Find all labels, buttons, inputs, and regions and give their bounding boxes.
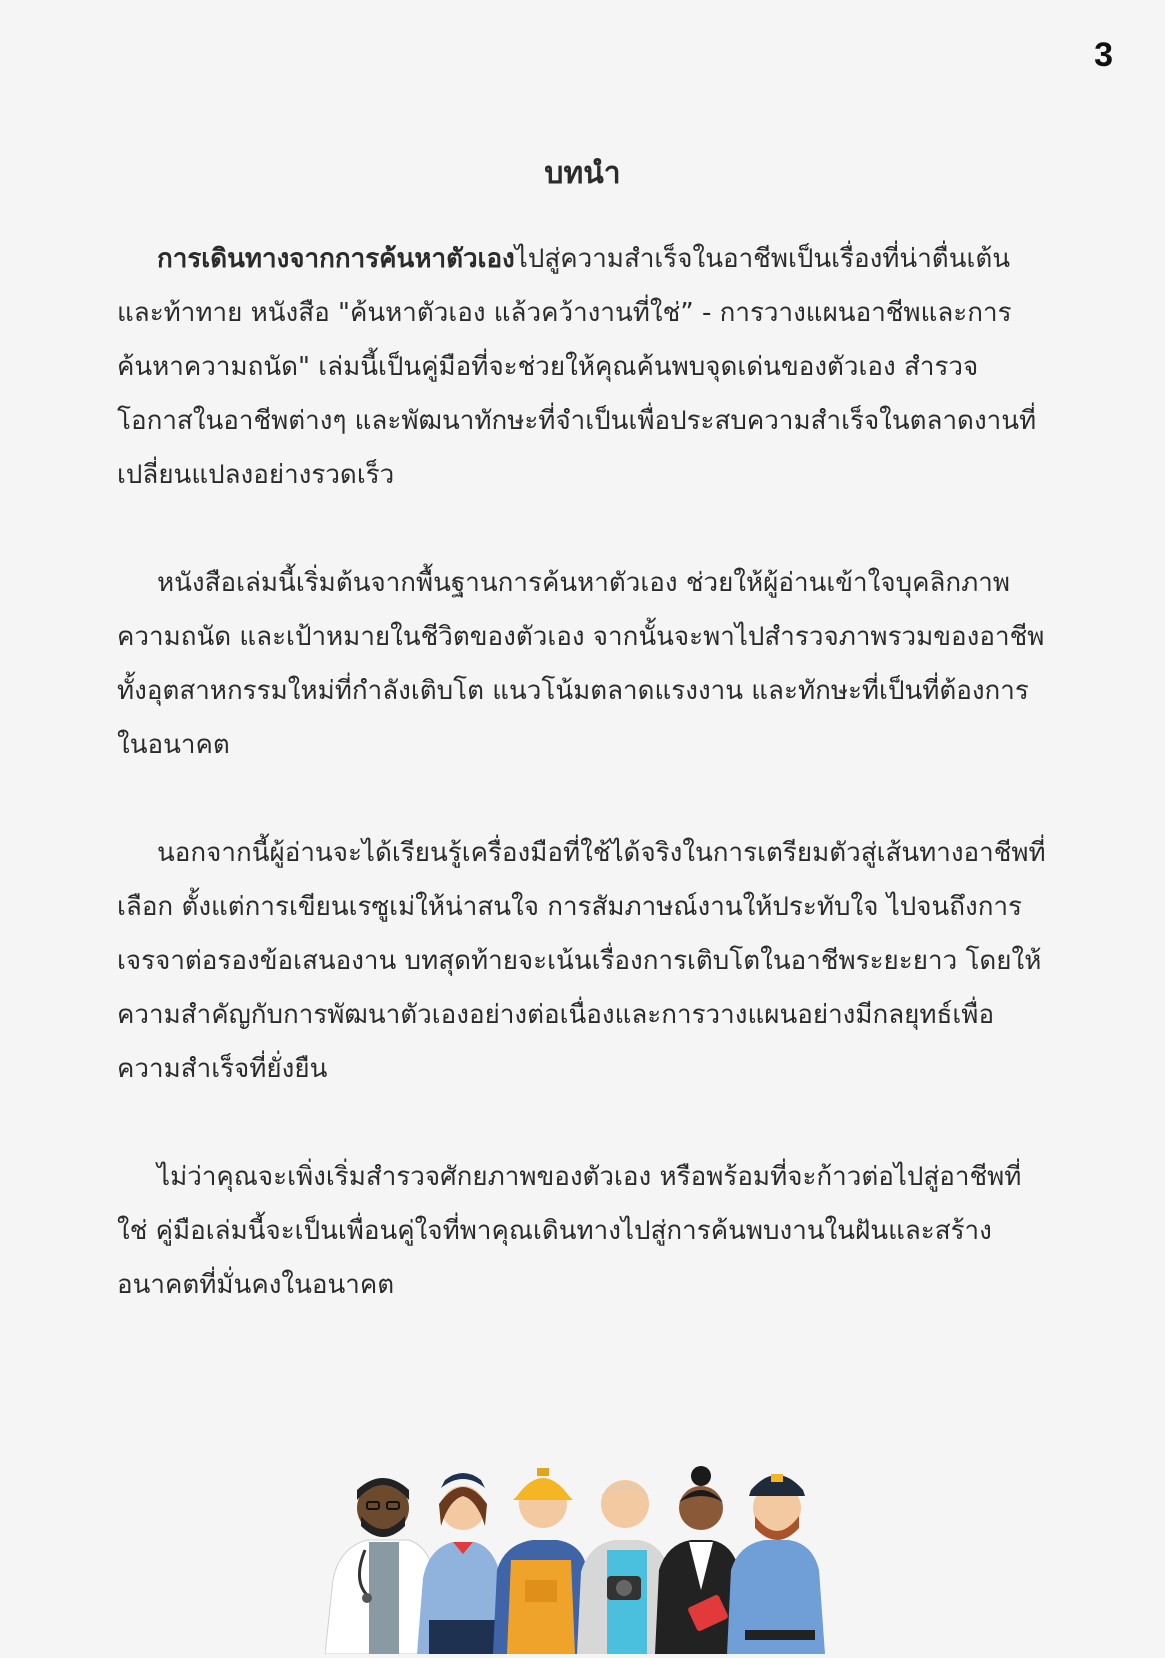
paragraph-3-text: นอกจากนี้ผู้อ่านจะได้เรียนรู้เครื่องมือที่ใช้ได้จริงในการเตรียมตัวสู่เส้นทางอาชีพที่เลือก ตั้งแต่การเขียนเรซูเม่ให้น่าสนใจ การสัมภาษณ์งานให้ประทับใจ ไปจนถึงการเจรจาต่อรองข้อเสนองาน บทสุดท้ายจะเน้นเรื่องการเติบโตในอาชีพระยะยาว โดยให้ความสำคัญกับการพัฒนาตัวเองอย่างต่อเนื่องและการวางแผนอย่างมีกลยุทธ์เพื่อความสำเร็จที่ยั่งยืน	[117, 838, 1046, 1084]
paragraph-1-text: ไปสู่ความสำเร็จในอาชีพเป็นเรื่องที่น่าตื่นเต้นและท้าทาย หนังสือ "ค้นหาตัวเอง แล้วคว้างานที่ใช่” - การวางแผนอาชีพและการค้นหาความถนัด" เล่มนี้เป็นคู่มือที่จะช่วยให้คุณค้นพบจุดเด่นของตัวเอง สำรวจโอกาสในอาชีพต่างๆ และพัฒนาทักษะที่จำเป็นเพื่อประสบความสำเร็จในตลาดงานที่เปลี่ยนแปลงอย่างรวดเร็ว	[117, 244, 1037, 490]
page-title: บทนำ	[544, 156, 621, 191]
paragraph-2	[117, 556, 1047, 772]
police-officer-figure	[727, 1474, 825, 1654]
paragraph-1-bold-lead: การเดินทางจากการค้นหาตัวเอง	[157, 244, 515, 274]
professionals-group-illustration	[325, 1430, 845, 1654]
flight-attendant-figure	[417, 1473, 505, 1654]
paragraph-2-text: หนังสือเล่มนี้เริ่มต้นจากพื้นฐานการค้นหาตัวเอง ช่วยให้ผู้อ่านเข้าใจบุคลิกภาพ ความถนัด และเป้าหมายในชีวิตของตัวเอง จากนั้นจะพาไปสำรวจภาพรวมของอาชีพ ทั้งอุตสาหกรรมใหม่ที่กำลังเติบโต แนวโน้มตลาดแรงงาน และทักษะที่เป็นที่ต้องการในอนาคต	[117, 568, 1045, 760]
business-woman-figure	[655, 1466, 741, 1654]
page-number: 3	[1094, 36, 1113, 74]
construction-worker-figure	[493, 1468, 591, 1654]
paragraph-4	[117, 1150, 1047, 1312]
paragraph-4-text: ไม่ว่าคุณจะเพิ่งเริ่มสำรวจศักยภาพของตัวเอง หรือพร้อมที่จะก้าวต่อไปสู่อาชีพที่ใช่ คู่มือเล่มนี้จะเป็นเพื่อนคู่ใจที่พาคุณเดินทางไปสู่การค้นพบงานในฝันและสร้างอนาคตที่มั่นคงในอนาคต	[117, 1162, 1022, 1300]
paragraph-3	[117, 826, 1047, 1096]
body-text	[117, 232, 1047, 1366]
professionals-illustration-svg	[325, 1430, 845, 1654]
paragraph-1	[117, 232, 1047, 502]
